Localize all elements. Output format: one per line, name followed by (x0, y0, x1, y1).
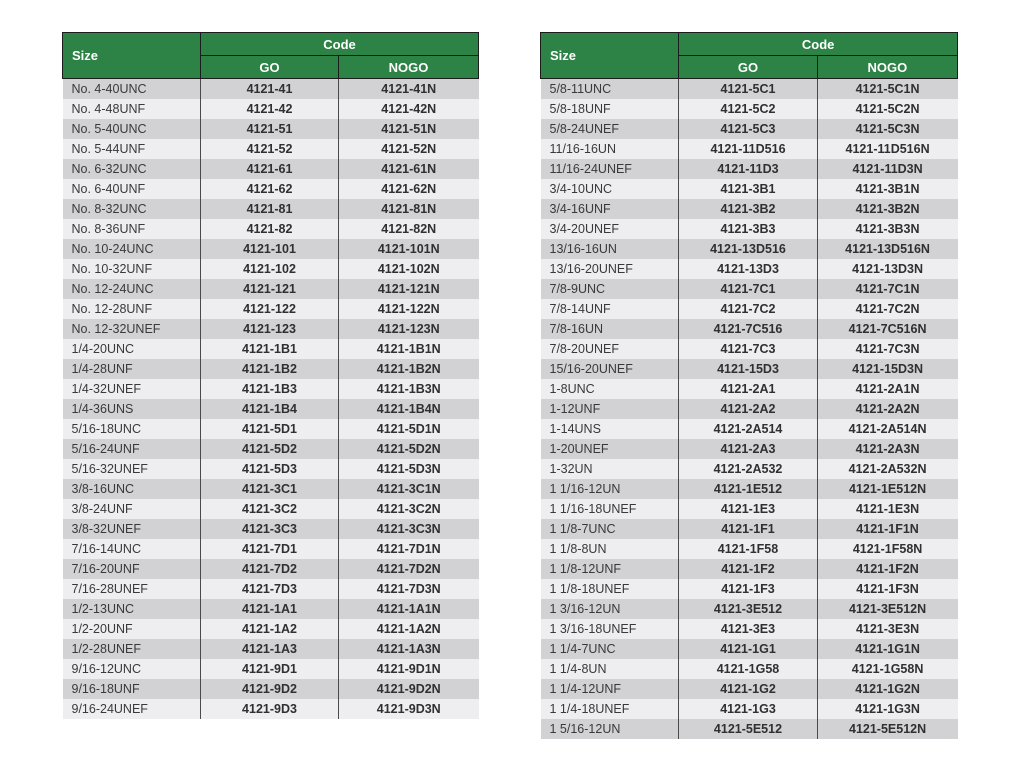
nogo-code-cell: 4121-3B3N (817, 219, 957, 239)
size-cell: 1 1/16-12UN (541, 479, 679, 499)
go-code-cell: 4121-51 (201, 119, 339, 139)
go-code-cell: 4121-3B3 (679, 219, 817, 239)
go-code-cell: 4121-15D3 (679, 359, 817, 379)
nogo-code-cell: 4121-51N (339, 119, 479, 139)
go-code-cell: 4121-3C1 (201, 479, 339, 499)
go-code-cell: 4121-7C1 (679, 279, 817, 299)
table-row (541, 579, 958, 599)
table-body (63, 79, 479, 720)
go-code-cell: 4121-2A1 (679, 379, 817, 399)
go-code-cell: 4121-11D3 (679, 159, 817, 179)
table-row (541, 639, 958, 659)
go-code-cell: 4121-7D2 (201, 559, 339, 579)
table-row (63, 159, 479, 179)
table-row (541, 199, 958, 219)
go-code-cell: 4121-13D3 (679, 259, 817, 279)
nogo-code-cell: 4121-1E3N (817, 499, 957, 519)
nogo-code-cell: 4121-5E512N (817, 719, 957, 739)
go-code-cell: 4121-1B4 (201, 399, 339, 419)
size-cell: 1/2-13UNC (63, 599, 201, 619)
size-cell: 11/16-24UNEF (541, 159, 679, 179)
go-code-cell: 4121-1A1 (201, 599, 339, 619)
go-code-cell: 4121-9D2 (201, 679, 339, 699)
size-cell: 1 1/4-8UN (541, 659, 679, 679)
table-row (63, 659, 479, 679)
nogo-code-cell: 4121-1G1N (817, 639, 957, 659)
go-code-cell: 4121-1F3 (679, 579, 817, 599)
table-row (541, 79, 958, 100)
table-row (541, 119, 958, 139)
nogo-code-cell: 4121-121N (339, 279, 479, 299)
nogo-code-cell: 4121-62N (339, 179, 479, 199)
go-code-cell: 4121-5C3 (679, 119, 817, 139)
table-row (63, 79, 479, 100)
table-row (541, 239, 958, 259)
size-cell: 1/4-28UNF (63, 359, 201, 379)
size-cell: 1 1/8-18UNEF (541, 579, 679, 599)
table-row (541, 519, 958, 539)
table-row (63, 679, 479, 699)
table-row (63, 579, 479, 599)
size-cell: 1-12UNF (541, 399, 679, 419)
size-cell: 1-32UN (541, 459, 679, 479)
go-code-cell: 4121-1A2 (201, 619, 339, 639)
nogo-code-cell: 4121-61N (339, 159, 479, 179)
table-row (541, 179, 958, 199)
code-column-group-header: Code (201, 33, 479, 56)
table-row (541, 279, 958, 299)
nogo-code-cell: 4121-13D3N (817, 259, 957, 279)
size-cell: 5/8-18UNF (541, 99, 679, 119)
size-cell: 1 1/8-7UNC (541, 519, 679, 539)
go-code-cell: 4121-7C516 (679, 319, 817, 339)
size-cell: 11/16-16UN (541, 139, 679, 159)
go-code-cell: 4121-1F2 (679, 559, 817, 579)
nogo-code-cell: 4121-7D3N (339, 579, 479, 599)
size-cell: 7/16-28UNEF (63, 579, 201, 599)
size-cell: No. 10-24UNC (63, 239, 201, 259)
size-cell: No. 4-40UNC (63, 79, 201, 100)
thread-gauge-code-table-left (62, 32, 479, 719)
nogo-code-cell: 4121-1A1N (339, 599, 479, 619)
size-cell: 5/8-24UNEF (541, 119, 679, 139)
go-code-cell: 4121-82 (201, 219, 339, 239)
go-code-cell: 4121-2A2 (679, 399, 817, 419)
size-cell: 7/8-9UNC (541, 279, 679, 299)
go-code-cell: 4121-9D1 (201, 659, 339, 679)
code-column-group-header: Code (679, 33, 958, 56)
table-row (541, 719, 958, 739)
go-code-cell: 4121-1G2 (679, 679, 817, 699)
nogo-code-cell: 4121-5D1N (339, 419, 479, 439)
size-cell: 3/4-10UNC (541, 179, 679, 199)
go-code-cell: 4121-5D2 (201, 439, 339, 459)
go-code-cell: 4121-1G1 (679, 639, 817, 659)
size-cell: 1-14UNS (541, 419, 679, 439)
table-row (541, 499, 958, 519)
table-row (63, 419, 479, 439)
go-code-cell: 4121-1B2 (201, 359, 339, 379)
table-row (63, 199, 479, 219)
nogo-code-cell: 4121-1A2N (339, 619, 479, 639)
go-code-cell: 4121-2A3 (679, 439, 817, 459)
nogo-code-cell: 4121-7D1N (339, 539, 479, 559)
table-row (541, 619, 958, 639)
nogo-code-cell: 4121-42N (339, 99, 479, 119)
nogo-column-header: NOGO (339, 56, 479, 79)
nogo-code-cell: 4121-1B1N (339, 339, 479, 359)
nogo-code-cell: 4121-41N (339, 79, 479, 100)
table-body (541, 79, 958, 740)
nogo-code-cell: 4121-2A3N (817, 439, 957, 459)
table-row (63, 499, 479, 519)
nogo-code-cell: 4121-1E512N (817, 479, 957, 499)
size-cell: 1/4-20UNC (63, 339, 201, 359)
table-row (541, 439, 958, 459)
table-row (63, 439, 479, 459)
go-code-cell: 4121-2A514 (679, 419, 817, 439)
table-row (541, 299, 958, 319)
table-row (541, 479, 958, 499)
go-code-cell: 4121-7D1 (201, 539, 339, 559)
go-code-cell: 4121-122 (201, 299, 339, 319)
nogo-code-cell: 4121-3B2N (817, 199, 957, 219)
table-row (63, 359, 479, 379)
go-code-cell: 4121-11D516 (679, 139, 817, 159)
go-code-cell: 4121-1B1 (201, 339, 339, 359)
go-code-cell: 4121-102 (201, 259, 339, 279)
nogo-code-cell: 4121-11D3N (817, 159, 957, 179)
nogo-code-cell: 4121-3B1N (817, 179, 957, 199)
size-cell: 1-20UNEF (541, 439, 679, 459)
table-row (63, 259, 479, 279)
table-row (63, 379, 479, 399)
size-cell: No. 5-44UNF (63, 139, 201, 159)
size-cell: 3/8-24UNF (63, 499, 201, 519)
nogo-code-cell: 4121-3E3N (817, 619, 957, 639)
go-code-cell: 4121-13D516 (679, 239, 817, 259)
nogo-code-cell: 4121-1F58N (817, 539, 957, 559)
table-row (541, 399, 958, 419)
go-code-cell: 4121-3E512 (679, 599, 817, 619)
nogo-code-cell: 4121-5C1N (817, 79, 957, 100)
size-cell: 5/16-18UNC (63, 419, 201, 439)
size-cell: 3/4-16UNF (541, 199, 679, 219)
go-code-cell: 4121-7D3 (201, 579, 339, 599)
go-code-cell: 4121-1F1 (679, 519, 817, 539)
go-code-cell: 4121-7C2 (679, 299, 817, 319)
go-column-header: GO (679, 56, 817, 79)
nogo-code-cell: 4121-52N (339, 139, 479, 159)
nogo-code-cell: 4121-1G2N (817, 679, 957, 699)
table-row (541, 559, 958, 579)
size-cell: 13/16-20UNEF (541, 259, 679, 279)
nogo-code-cell: 4121-7C1N (817, 279, 957, 299)
table-row (63, 179, 479, 199)
go-code-cell: 4121-123 (201, 319, 339, 339)
nogo-code-cell: 4121-9D3N (339, 699, 479, 719)
nogo-code-cell: 4121-2A532N (817, 459, 957, 479)
table-row (541, 219, 958, 239)
go-code-cell: 4121-3B2 (679, 199, 817, 219)
table-row (63, 479, 479, 499)
size-cell: 1 1/4-18UNEF (541, 699, 679, 719)
nogo-code-cell: 4121-9D1N (339, 659, 479, 679)
nogo-code-cell: 4121-5C2N (817, 99, 957, 119)
size-cell: No. 12-24UNC (63, 279, 201, 299)
table-row (541, 459, 958, 479)
table-row (63, 279, 479, 299)
nogo-code-cell: 4121-1F2N (817, 559, 957, 579)
size-cell: 9/16-12UNC (63, 659, 201, 679)
size-cell: 1/4-32UNEF (63, 379, 201, 399)
table-row (63, 299, 479, 319)
nogo-code-cell: 4121-1B2N (339, 359, 479, 379)
size-cell: 1 1/8-8UN (541, 539, 679, 559)
go-code-cell: 4121-1F58 (679, 539, 817, 559)
go-code-cell: 4121-2A532 (679, 459, 817, 479)
table-row (63, 239, 479, 259)
size-cell: 1/2-20UNF (63, 619, 201, 639)
go-code-cell: 4121-1G3 (679, 699, 817, 719)
nogo-code-cell: 4121-3C1N (339, 479, 479, 499)
size-cell: 5/16-32UNEF (63, 459, 201, 479)
table-row (63, 519, 479, 539)
size-cell: 13/16-16UN (541, 239, 679, 259)
table-row (63, 319, 479, 339)
go-code-cell: 4121-1G58 (679, 659, 817, 679)
nogo-code-cell: 4121-7C516N (817, 319, 957, 339)
table-row (63, 339, 479, 359)
table-row (63, 99, 479, 119)
nogo-code-cell: 4121-82N (339, 219, 479, 239)
nogo-code-cell: 4121-1F3N (817, 579, 957, 599)
go-code-cell: 4121-5E512 (679, 719, 817, 739)
table-row (541, 699, 958, 719)
size-cell: 1 3/16-18UNEF (541, 619, 679, 639)
size-column-header: Size (63, 33, 201, 79)
go-code-cell: 4121-5C2 (679, 99, 817, 119)
nogo-code-cell: 4121-9D2N (339, 679, 479, 699)
go-code-cell: 4121-1B3 (201, 379, 339, 399)
nogo-code-cell: 4121-7C3N (817, 339, 957, 359)
size-column-header: Size (541, 33, 679, 79)
table-row (541, 159, 958, 179)
go-code-cell: 4121-3B1 (679, 179, 817, 199)
table-row (541, 319, 958, 339)
nogo-code-cell: 4121-1B4N (339, 399, 479, 419)
size-cell: No. 12-28UNF (63, 299, 201, 319)
nogo-code-cell: 4121-2A514N (817, 419, 957, 439)
size-cell: 5/16-24UNF (63, 439, 201, 459)
table-row (541, 139, 958, 159)
nogo-code-cell: 4121-5C3N (817, 119, 957, 139)
table-row (541, 659, 958, 679)
table-row (63, 219, 479, 239)
go-code-cell: 4121-62 (201, 179, 339, 199)
table-row (63, 139, 479, 159)
nogo-code-cell: 4121-1G58N (817, 659, 957, 679)
table-header (63, 33, 479, 79)
nogo-code-cell: 4121-7D2N (339, 559, 479, 579)
table-row (63, 639, 479, 659)
nogo-code-cell: 4121-1F1N (817, 519, 957, 539)
go-code-cell: 4121-81 (201, 199, 339, 219)
nogo-code-cell: 4121-3E512N (817, 599, 957, 619)
size-cell: 1/4-36UNS (63, 399, 201, 419)
go-code-cell: 4121-5C1 (679, 79, 817, 100)
nogo-code-cell: 4121-1G3N (817, 699, 957, 719)
size-cell: No. 8-32UNC (63, 199, 201, 219)
size-cell: 1 1/4-12UNF (541, 679, 679, 699)
size-cell: No. 8-36UNF (63, 219, 201, 239)
table-row (63, 119, 479, 139)
size-cell: 3/8-16UNC (63, 479, 201, 499)
go-code-cell: 4121-3E3 (679, 619, 817, 639)
nogo-code-cell: 4121-5D2N (339, 439, 479, 459)
nogo-code-cell: 4121-101N (339, 239, 479, 259)
go-code-cell: 4121-5D3 (201, 459, 339, 479)
size-cell: 5/8-11UNC (541, 79, 679, 100)
go-code-cell: 4121-1A3 (201, 639, 339, 659)
nogo-code-cell: 4121-1B3N (339, 379, 479, 399)
size-cell: No. 4-48UNF (63, 99, 201, 119)
size-cell: 3/8-32UNEF (63, 519, 201, 539)
go-code-cell: 4121-1E512 (679, 479, 817, 499)
size-cell: No. 6-40UNF (63, 179, 201, 199)
size-cell: 9/16-24UNEF (63, 699, 201, 719)
table-row (63, 599, 479, 619)
table-row (541, 539, 958, 559)
table-row (541, 259, 958, 279)
go-code-cell: 4121-5D1 (201, 419, 339, 439)
table-row (541, 379, 958, 399)
go-code-cell: 4121-52 (201, 139, 339, 159)
go-code-cell: 4121-121 (201, 279, 339, 299)
size-cell: 1-8UNC (541, 379, 679, 399)
table-row (541, 359, 958, 379)
nogo-code-cell: 4121-3C2N (339, 499, 479, 519)
table-row (541, 339, 958, 359)
size-cell: 7/16-14UNC (63, 539, 201, 559)
table-row (541, 419, 958, 439)
size-cell: No. 10-32UNF (63, 259, 201, 279)
size-cell: 7/16-20UNF (63, 559, 201, 579)
go-code-cell: 4121-101 (201, 239, 339, 259)
go-code-cell: 4121-41 (201, 79, 339, 100)
nogo-code-cell: 4121-1A3N (339, 639, 479, 659)
nogo-code-cell: 4121-7C2N (817, 299, 957, 319)
nogo-code-cell: 4121-2A1N (817, 379, 957, 399)
table-row (63, 459, 479, 479)
size-cell: No. 12-32UNEF (63, 319, 201, 339)
go-code-cell: 4121-3C2 (201, 499, 339, 519)
size-cell: 1 1/8-12UNF (541, 559, 679, 579)
thread-gauge-code-table-right (540, 32, 958, 739)
go-column-header: GO (201, 56, 339, 79)
nogo-code-cell: 4121-13D516N (817, 239, 957, 259)
go-code-cell: 4121-3C3 (201, 519, 339, 539)
nogo-code-cell: 4121-123N (339, 319, 479, 339)
size-cell: 15/16-20UNEF (541, 359, 679, 379)
nogo-code-cell: 4121-122N (339, 299, 479, 319)
size-cell: No. 5-40UNC (63, 119, 201, 139)
size-cell: 1 5/16-12UN (541, 719, 679, 739)
table-row (63, 539, 479, 559)
table-row (63, 619, 479, 639)
go-code-cell: 4121-9D3 (201, 699, 339, 719)
go-code-cell: 4121-61 (201, 159, 339, 179)
table-row (541, 99, 958, 119)
size-cell: 1 3/16-12UN (541, 599, 679, 619)
size-cell: 1 1/16-18UNEF (541, 499, 679, 519)
size-cell: No. 6-32UNC (63, 159, 201, 179)
table-row (541, 599, 958, 619)
size-cell: 7/8-16UN (541, 319, 679, 339)
table-header (541, 33, 958, 79)
go-code-cell: 4121-7C3 (679, 339, 817, 359)
go-code-cell: 4121-1E3 (679, 499, 817, 519)
size-cell: 7/8-20UNEF (541, 339, 679, 359)
table-row (63, 699, 479, 719)
nogo-code-cell: 4121-81N (339, 199, 479, 219)
nogo-code-cell: 4121-15D3N (817, 359, 957, 379)
size-cell: 3/4-20UNEF (541, 219, 679, 239)
table-row (63, 399, 479, 419)
size-cell: 7/8-14UNF (541, 299, 679, 319)
nogo-code-cell: 4121-5D3N (339, 459, 479, 479)
size-cell: 1/2-28UNEF (63, 639, 201, 659)
nogo-code-cell: 4121-102N (339, 259, 479, 279)
nogo-column-header: NOGO (817, 56, 957, 79)
size-cell: 9/16-18UNF (63, 679, 201, 699)
nogo-code-cell: 4121-11D516N (817, 139, 957, 159)
nogo-code-cell: 4121-2A2N (817, 399, 957, 419)
go-code-cell: 4121-42 (201, 99, 339, 119)
nogo-code-cell: 4121-3C3N (339, 519, 479, 539)
table-row (541, 679, 958, 699)
size-cell: 1 1/4-7UNC (541, 639, 679, 659)
table-row (63, 559, 479, 579)
